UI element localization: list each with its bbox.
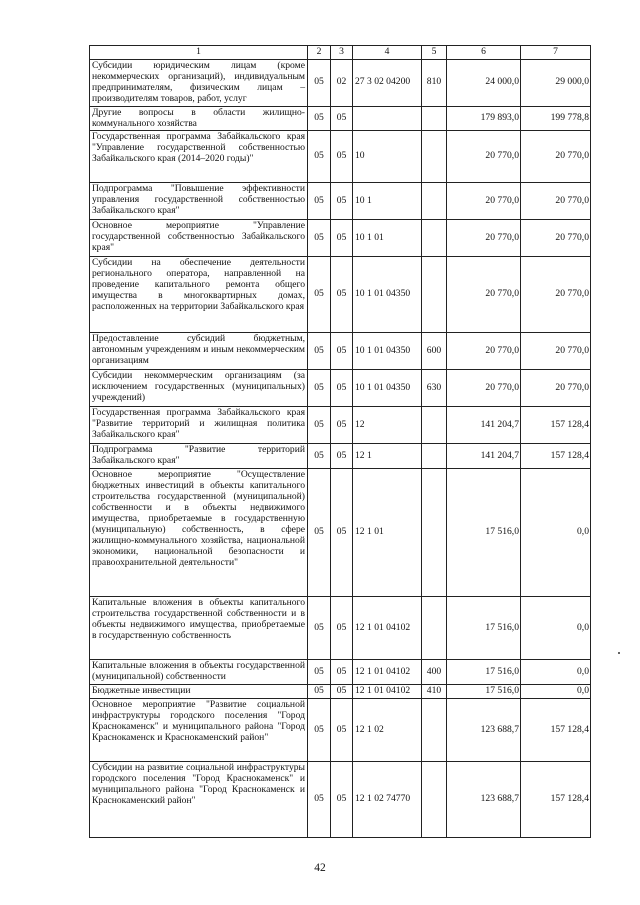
row-subsection-cell: 05	[331, 333, 353, 370]
row-subsection-cell: 05	[331, 370, 353, 407]
row-section-cell: 05	[308, 220, 331, 257]
row-target-article-cell: 10 1 01 04350	[353, 370, 422, 407]
row-amount-2019-cell: 20 770,0	[447, 183, 521, 220]
row-expense-type-cell	[422, 131, 447, 183]
table-row	[90, 685, 591, 699]
row-section-cell: 05	[308, 407, 331, 444]
table-row	[90, 183, 591, 220]
row-amount-2020-cell: 0,0	[521, 597, 591, 660]
row-section-cell: 05	[308, 257, 331, 333]
row-amount-2019-cell: 123 688,7	[447, 698, 521, 761]
row-expense-type-cell: 810	[422, 60, 447, 107]
table-row	[90, 761, 591, 837]
row-amount-2020-cell: 29 000,0	[521, 60, 591, 107]
row-expense-type-cell	[422, 469, 447, 597]
row-name-cell: Капитальные вложения в объекты государственной (муниципальной) собственности	[90, 660, 308, 685]
row-expense-type-cell	[422, 183, 447, 220]
row-section-cell: 05	[308, 660, 331, 685]
row-amount-2019-cell: 20 770,0	[447, 131, 521, 183]
row-amount-2020-cell: 20 770,0	[521, 333, 591, 370]
row-target-article-cell: 12 1 01	[353, 469, 422, 597]
row-name-cell: Субсидии некоммерческим организациям (за исключением государственных (муниципальных) учреждений)	[90, 370, 308, 407]
table-row	[90, 333, 591, 370]
header-cell-7: 7	[521, 46, 591, 60]
row-amount-2020-cell: 20 770,0	[521, 131, 591, 183]
row-expense-type-cell	[422, 220, 447, 257]
row-subsection-cell: 05	[331, 257, 353, 333]
row-amount-2019-cell: 17 516,0	[447, 597, 521, 660]
row-section-cell: 05	[308, 761, 331, 837]
row-amount-2019-cell: 17 516,0	[447, 469, 521, 597]
row-expense-type-cell: 400	[422, 660, 447, 685]
row-target-article-cell: 10 1 01 04350	[353, 257, 422, 333]
table-header-row	[90, 46, 591, 60]
table-row	[90, 444, 591, 469]
row-target-article-cell: 12 1 01 04102	[353, 685, 422, 699]
row-subsection-cell: 05	[331, 698, 353, 761]
row-name-cell: Подпрограмма "Повышение эффективности управления государственной собственностью Забайкальского края"	[90, 183, 308, 220]
table-row	[90, 370, 591, 407]
header-cell-6: 6	[447, 46, 521, 60]
row-amount-2020-cell: 157 128,4	[521, 698, 591, 761]
row-amount-2020-cell: 20 770,0	[521, 257, 591, 333]
table-row	[90, 106, 591, 131]
row-name-cell: Субсидии на обеспечение деятельности регионального оператора, направленной на проведение капитального ремонта общего имущества в многоквартирных домах, расположенных на территории Забайкальского края	[90, 257, 308, 333]
row-target-article-cell: 10 1	[353, 183, 422, 220]
row-target-article-cell: 12 1 01 04102	[353, 660, 422, 685]
row-section-cell: 05	[308, 685, 331, 699]
row-amount-2019-cell: 24 000,0	[447, 60, 521, 107]
row-section-cell: 05	[308, 597, 331, 660]
budget-table	[89, 45, 591, 838]
row-section-cell: 05	[308, 444, 331, 469]
table-row	[90, 660, 591, 685]
row-amount-2019-cell: 20 770,0	[447, 257, 521, 333]
row-amount-2019-cell: 123 688,7	[447, 761, 521, 837]
table-row	[90, 407, 591, 444]
row-name-cell: Государственная программа Забайкальского края "Развитие территорий и жилищная политика Забайкальского края"	[90, 407, 308, 444]
row-section-cell: 05	[308, 60, 331, 107]
row-amount-2019-cell: 141 204,7	[447, 407, 521, 444]
row-subsection-cell: 05	[331, 183, 353, 220]
table-row	[90, 131, 591, 183]
row-subsection-cell: 05	[331, 685, 353, 699]
row-subsection-cell: 05	[331, 444, 353, 469]
row-amount-2020-cell: 157 128,4	[521, 407, 591, 444]
header-cell-3: 3	[331, 46, 353, 60]
table-row	[90, 220, 591, 257]
row-section-cell: 05	[308, 183, 331, 220]
row-expense-type-cell: 600	[422, 333, 447, 370]
row-amount-2020-cell: 0,0	[521, 685, 591, 699]
row-name-cell: Капитальные вложения в объекты капитального строительства государственной собственности и в объекты недвижимого имущества, приобретаемые в государственную собственность	[90, 597, 308, 660]
row-target-article-cell: 12 1	[353, 444, 422, 469]
table-row	[90, 469, 591, 597]
row-name-cell: Субсидии юридическим лицам (кроме некоммерческих организаций), индивидуальным предпринимателям, физическим лицам – производителям товаров, работ, услуг	[90, 60, 308, 107]
row-expense-type-cell	[422, 761, 447, 837]
row-section-cell: 05	[308, 131, 331, 183]
table-row	[90, 698, 591, 761]
row-subsection-cell: 05	[331, 131, 353, 183]
row-expense-type-cell	[422, 407, 447, 444]
row-subsection-cell: 05	[331, 761, 353, 837]
page-number: 42	[314, 862, 326, 874]
row-expense-type-cell	[422, 106, 447, 131]
header-cell-1: 1	[90, 46, 308, 60]
row-target-article-cell: 12 1 02 74770	[353, 761, 422, 837]
row-name-cell: Предоставление субсидий бюджетным, автономным учреждениям и иным некоммерческим организациям	[90, 333, 308, 370]
row-subsection-cell: 05	[331, 660, 353, 685]
header-cell-5: 5	[422, 46, 447, 60]
row-amount-2020-cell: 20 770,0	[521, 370, 591, 407]
row-target-article-cell	[353, 106, 422, 131]
row-amount-2020-cell: 157 128,4	[521, 761, 591, 837]
row-expense-type-cell	[422, 444, 447, 469]
row-section-cell: 05	[308, 698, 331, 761]
row-name-cell: Основное мероприятие "Развитие социальной инфраструктуры городского поселения "Город Краснокаменск" и муниципального района "Город Краснокаменск и Краснокаменский район"	[90, 698, 308, 761]
row-amount-2020-cell: 157 128,4	[521, 444, 591, 469]
row-subsection-cell: 05	[331, 469, 353, 597]
row-amount-2020-cell: 0,0	[521, 469, 591, 597]
table-row	[90, 257, 591, 333]
row-subsection-cell: 05	[331, 597, 353, 660]
row-subsection-cell: 05	[331, 106, 353, 131]
row-name-cell: Подпрограмма "Развитие территорий Забайкальского края"	[90, 444, 308, 469]
row-name-cell: Основное мероприятие "Осуществление бюджетных инвестиций в объекты капитального строительства государственной (муниципальной) собственности и в объекты недвижимого имущества, приобретаемые в государственную (муниципальную) собственность, в сфере жилищно-коммунального хозяйства, национальной экономики, национальной безопасности и правоохранительной деятельности"	[90, 469, 308, 597]
row-section-cell: 05	[308, 106, 331, 131]
row-subsection-cell: 05	[331, 220, 353, 257]
row-target-article-cell: 12 1 02	[353, 698, 422, 761]
header-cell-4: 4	[353, 46, 422, 60]
row-target-article-cell: 10	[353, 131, 422, 183]
row-expense-type-cell: 630	[422, 370, 447, 407]
row-target-article-cell: 10 1 01	[353, 220, 422, 257]
table-row	[90, 60, 591, 107]
row-target-article-cell: 12 1 01 04102	[353, 597, 422, 660]
row-section-cell: 05	[308, 469, 331, 597]
row-amount-2019-cell: 17 516,0	[447, 685, 521, 699]
row-expense-type-cell	[422, 257, 447, 333]
row-amount-2019-cell: 20 770,0	[447, 370, 521, 407]
row-amount-2020-cell: 199 778,8	[521, 106, 591, 131]
row-amount-2020-cell: 20 770,0	[521, 183, 591, 220]
row-expense-type-cell	[422, 597, 447, 660]
table-row	[90, 597, 591, 660]
row-name-cell: Субсидии на развитие социальной инфраструктуры городского поселения "Город Краснокаменск" и муниципального района "Город Краснокаменск и Краснокаменский район"	[90, 761, 308, 837]
row-section-cell: 05	[308, 333, 331, 370]
row-expense-type-cell	[422, 698, 447, 761]
row-amount-2019-cell: 179 893,0	[447, 106, 521, 131]
row-amount-2019-cell: 20 770,0	[447, 220, 521, 257]
row-amount-2019-cell: 141 204,7	[447, 444, 521, 469]
row-name-cell: Другие вопросы в области жилищно-коммунального хозяйства	[90, 106, 308, 131]
row-target-article-cell: 10 1 01 04350	[353, 333, 422, 370]
row-amount-2020-cell: 20 770,0	[521, 220, 591, 257]
row-expense-type-cell: 410	[422, 685, 447, 699]
row-target-article-cell: 12	[353, 407, 422, 444]
row-subsection-cell: 02	[331, 60, 353, 107]
row-subsection-cell: 05	[331, 407, 353, 444]
row-name-cell: Основное мероприятие "Управление государственной собственностью Забайкальского края"	[90, 220, 308, 257]
scan-speck	[618, 652, 620, 654]
row-name-cell: Государственная программа Забайкальского края "Управление государственной собственностью Забайкальского края (2014–2020 годы)"	[90, 131, 308, 183]
row-name-cell: Бюджетные инвестиции	[90, 685, 308, 699]
row-amount-2020-cell: 0,0	[521, 660, 591, 685]
header-cell-2: 2	[308, 46, 331, 60]
row-amount-2019-cell: 20 770,0	[447, 333, 521, 370]
row-amount-2019-cell: 17 516,0	[447, 660, 521, 685]
row-target-article-cell: 27 3 02 04200	[353, 60, 422, 107]
row-section-cell: 05	[308, 370, 331, 407]
